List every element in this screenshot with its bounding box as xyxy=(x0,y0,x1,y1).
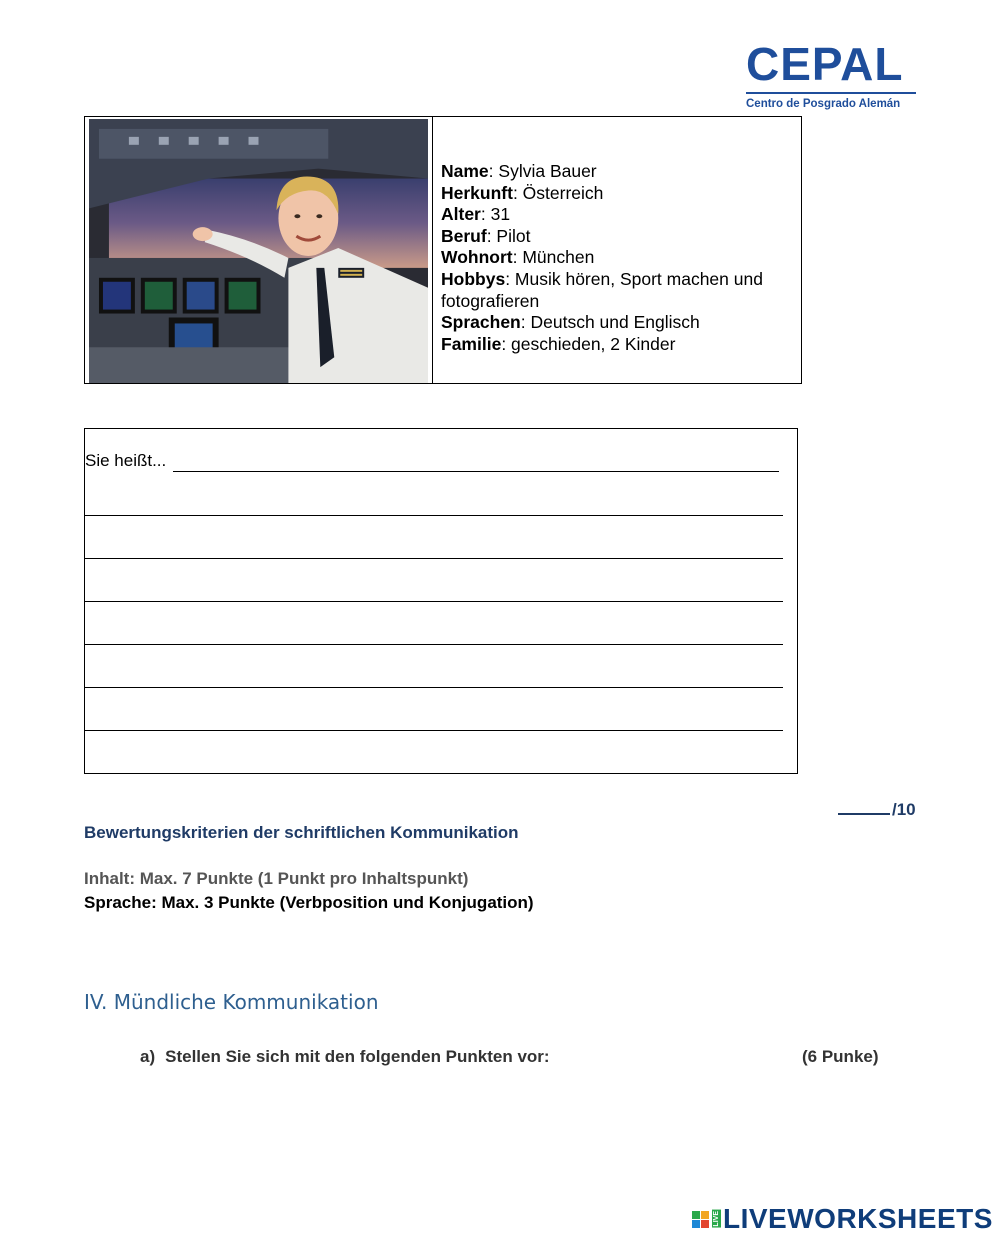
pilot-photo xyxy=(89,119,428,383)
liveworksheets-logo xyxy=(692,1203,993,1235)
origin-label: Herkunft xyxy=(441,182,513,203)
answer-line-6[interactable] xyxy=(85,687,783,688)
criteria-title: Bewertungskriterien der schriftlichen Kommunikation xyxy=(84,823,519,842)
family-value: : geschieden, 2 Kinder xyxy=(501,333,676,354)
profile-row-age xyxy=(441,204,793,226)
score-total: /10 xyxy=(892,800,916,819)
criteria-language: Sprache: Max. 3 Punkte (Verbposition und Konjugation) xyxy=(84,893,534,912)
age-label: Alter xyxy=(441,204,481,225)
profile-row-hobbies xyxy=(441,269,793,312)
answer-line-2[interactable] xyxy=(85,515,783,516)
answer-line-7[interactable] xyxy=(85,730,783,731)
brand-blocks-icon xyxy=(692,1211,709,1228)
logo-divider xyxy=(746,92,916,94)
residence-value: : München xyxy=(512,247,595,268)
age-value: : 31 xyxy=(480,204,511,225)
writing-box xyxy=(84,428,798,774)
cepal-logo xyxy=(746,40,918,110)
family-label: Familie xyxy=(441,333,502,354)
score-blank[interactable] xyxy=(838,813,890,815)
hobbies-label: Hobbys xyxy=(441,268,506,289)
answer-line-5[interactable] xyxy=(85,644,783,645)
brand-live-badge: LIVE xyxy=(713,1211,720,1227)
languages-label: Sprachen xyxy=(441,312,521,333)
profile-table xyxy=(84,116,802,384)
writing-prompt: Sie heißt... xyxy=(85,451,167,470)
task-marker: a) xyxy=(140,1047,156,1066)
answer-line-3[interactable] xyxy=(85,558,783,559)
photo-cell xyxy=(85,117,433,383)
profile-row-job xyxy=(441,226,793,248)
score-field xyxy=(838,800,916,820)
profile-row-residence xyxy=(441,247,793,269)
logo-subtitle: Centro de Posgrado Alemán xyxy=(746,98,901,110)
logo-wordmark: CEPAL xyxy=(746,38,904,90)
hobbies-value: : Musik hören, Sport machen und fotografieren xyxy=(441,268,763,311)
origin-value: : Österreich xyxy=(512,182,604,203)
profile-row-origin xyxy=(441,183,793,205)
profile-info xyxy=(433,117,801,383)
profile-row-languages xyxy=(441,312,793,334)
criteria-content: Inhalt: Max. 7 Punkte (1 Punkt pro Inhaltspunkt) xyxy=(84,869,469,888)
residence-label: Wohnort xyxy=(441,247,513,268)
task-points: (6 Punke) xyxy=(802,1047,879,1066)
profile-row-name xyxy=(441,161,793,183)
answer-line-4[interactable] xyxy=(85,601,783,602)
section-heading: IV. Mündliche Kommunikation xyxy=(84,990,379,1014)
name-label: Name xyxy=(441,161,489,181)
profile-row-family xyxy=(441,334,793,356)
languages-value: : Deutsch und Englisch xyxy=(520,312,700,333)
task-text: Stellen Sie sich mit den folgenden Punkten vor: xyxy=(165,1047,550,1066)
answer-line-1[interactable] xyxy=(173,471,779,472)
brand-wordmark: LIVEWORKSHEETS xyxy=(723,1203,993,1234)
name-value: : Sylvia Bauer xyxy=(488,161,597,181)
job-value: : Pilot xyxy=(486,225,531,246)
task-a xyxy=(140,1047,550,1067)
job-label: Beruf xyxy=(441,225,487,246)
